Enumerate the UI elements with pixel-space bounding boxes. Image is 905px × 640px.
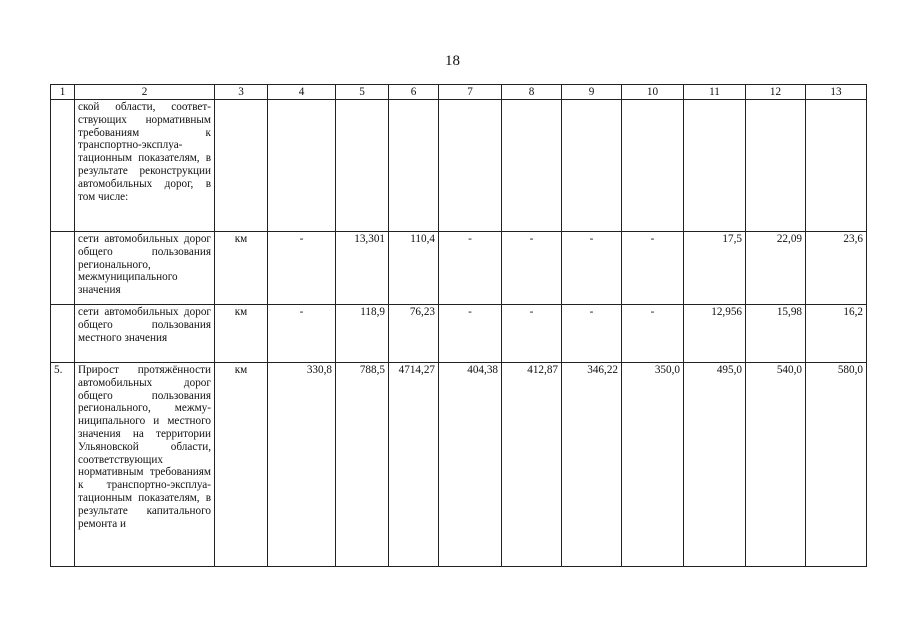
row-description: ской области, соответствующих нормативным требованиям к транспортно-эксплуатационным показателям, в результате реконструкции автомобильных дорог, в том числе: — [75, 100, 215, 232]
value-cell: 76,23 — [389, 305, 439, 363]
value-cell: 330,8 — [268, 363, 336, 567]
value-cell: - — [502, 305, 562, 363]
value-cell — [268, 100, 336, 232]
column-number: 3 — [215, 85, 268, 100]
value-cell: 350,0 — [622, 363, 684, 567]
indicator-table — [50, 84, 867, 567]
value-cell: 15,98 — [746, 305, 806, 363]
value-cell: 16,2 — [806, 305, 867, 363]
value-cell: 346,22 — [562, 363, 622, 567]
value-cell: - — [622, 305, 684, 363]
value-cell: 788,5 — [336, 363, 389, 567]
value-cell: 580,0 — [806, 363, 867, 567]
value-cell — [684, 100, 746, 232]
column-number: 7 — [439, 85, 502, 100]
value-cell: 23,6 — [806, 232, 867, 305]
value-cell: 4714,27 — [389, 363, 439, 567]
column-number: 10 — [622, 85, 684, 100]
value-cell: - — [502, 232, 562, 305]
value-cell: 495,0 — [684, 363, 746, 567]
value-cell: - — [562, 305, 622, 363]
column-number: 4 — [268, 85, 336, 100]
value-cell: 13,301 — [336, 232, 389, 305]
value-cell — [622, 100, 684, 232]
table-row — [51, 100, 867, 232]
value-cell — [562, 100, 622, 232]
value-cell: - — [268, 305, 336, 363]
column-number-row — [51, 85, 867, 100]
value-cell: - — [439, 232, 502, 305]
row-description: сети автомобильных дорог общего пользования местного значения — [75, 305, 215, 363]
unit-cell: км — [215, 232, 268, 305]
row-index — [51, 100, 75, 232]
value-cell: 110,4 — [389, 232, 439, 305]
value-cell — [439, 100, 502, 232]
row-description: Прирост протяжённости автомобильных дорог общего пользования регионального, межмуниципального и местного значения на территории Ульяновской области, соответствующих нормативным требованиям к транспортно-эксплуатационным показателям, в результате капитального ремонта и — [75, 363, 215, 567]
table-row — [51, 305, 867, 363]
table-row — [51, 363, 867, 567]
row-description: сети автомобильных дорог общего пользования регионального, межмуниципального значения — [75, 232, 215, 305]
value-cell — [502, 100, 562, 232]
value-cell: 118,9 — [336, 305, 389, 363]
column-number: 6 — [389, 85, 439, 100]
column-number: 11 — [684, 85, 746, 100]
table-row — [51, 232, 867, 305]
value-cell — [746, 100, 806, 232]
column-number: 9 — [562, 85, 622, 100]
value-cell: 12,956 — [684, 305, 746, 363]
row-index — [51, 232, 75, 305]
value-cell: 22,09 — [746, 232, 806, 305]
value-cell: - — [562, 232, 622, 305]
value-cell — [389, 100, 439, 232]
column-number: 8 — [502, 85, 562, 100]
value-cell — [336, 100, 389, 232]
value-cell — [806, 100, 867, 232]
value-cell: - — [268, 232, 336, 305]
column-number: 12 — [746, 85, 806, 100]
unit-cell: км — [215, 363, 268, 567]
column-number: 5 — [336, 85, 389, 100]
column-number: 2 — [75, 85, 215, 100]
value-cell: - — [622, 232, 684, 305]
unit-cell — [215, 100, 268, 232]
row-index: 5. — [51, 363, 75, 567]
row-index — [51, 305, 75, 363]
column-number: 1 — [51, 85, 75, 100]
value-cell: - — [439, 305, 502, 363]
value-cell: 540,0 — [746, 363, 806, 567]
value-cell: 17,5 — [684, 232, 746, 305]
column-number: 13 — [806, 85, 867, 100]
unit-cell: км — [215, 305, 268, 363]
page-number: 18 — [445, 53, 460, 69]
value-cell: 404,38 — [439, 363, 502, 567]
value-cell: 412,87 — [502, 363, 562, 567]
